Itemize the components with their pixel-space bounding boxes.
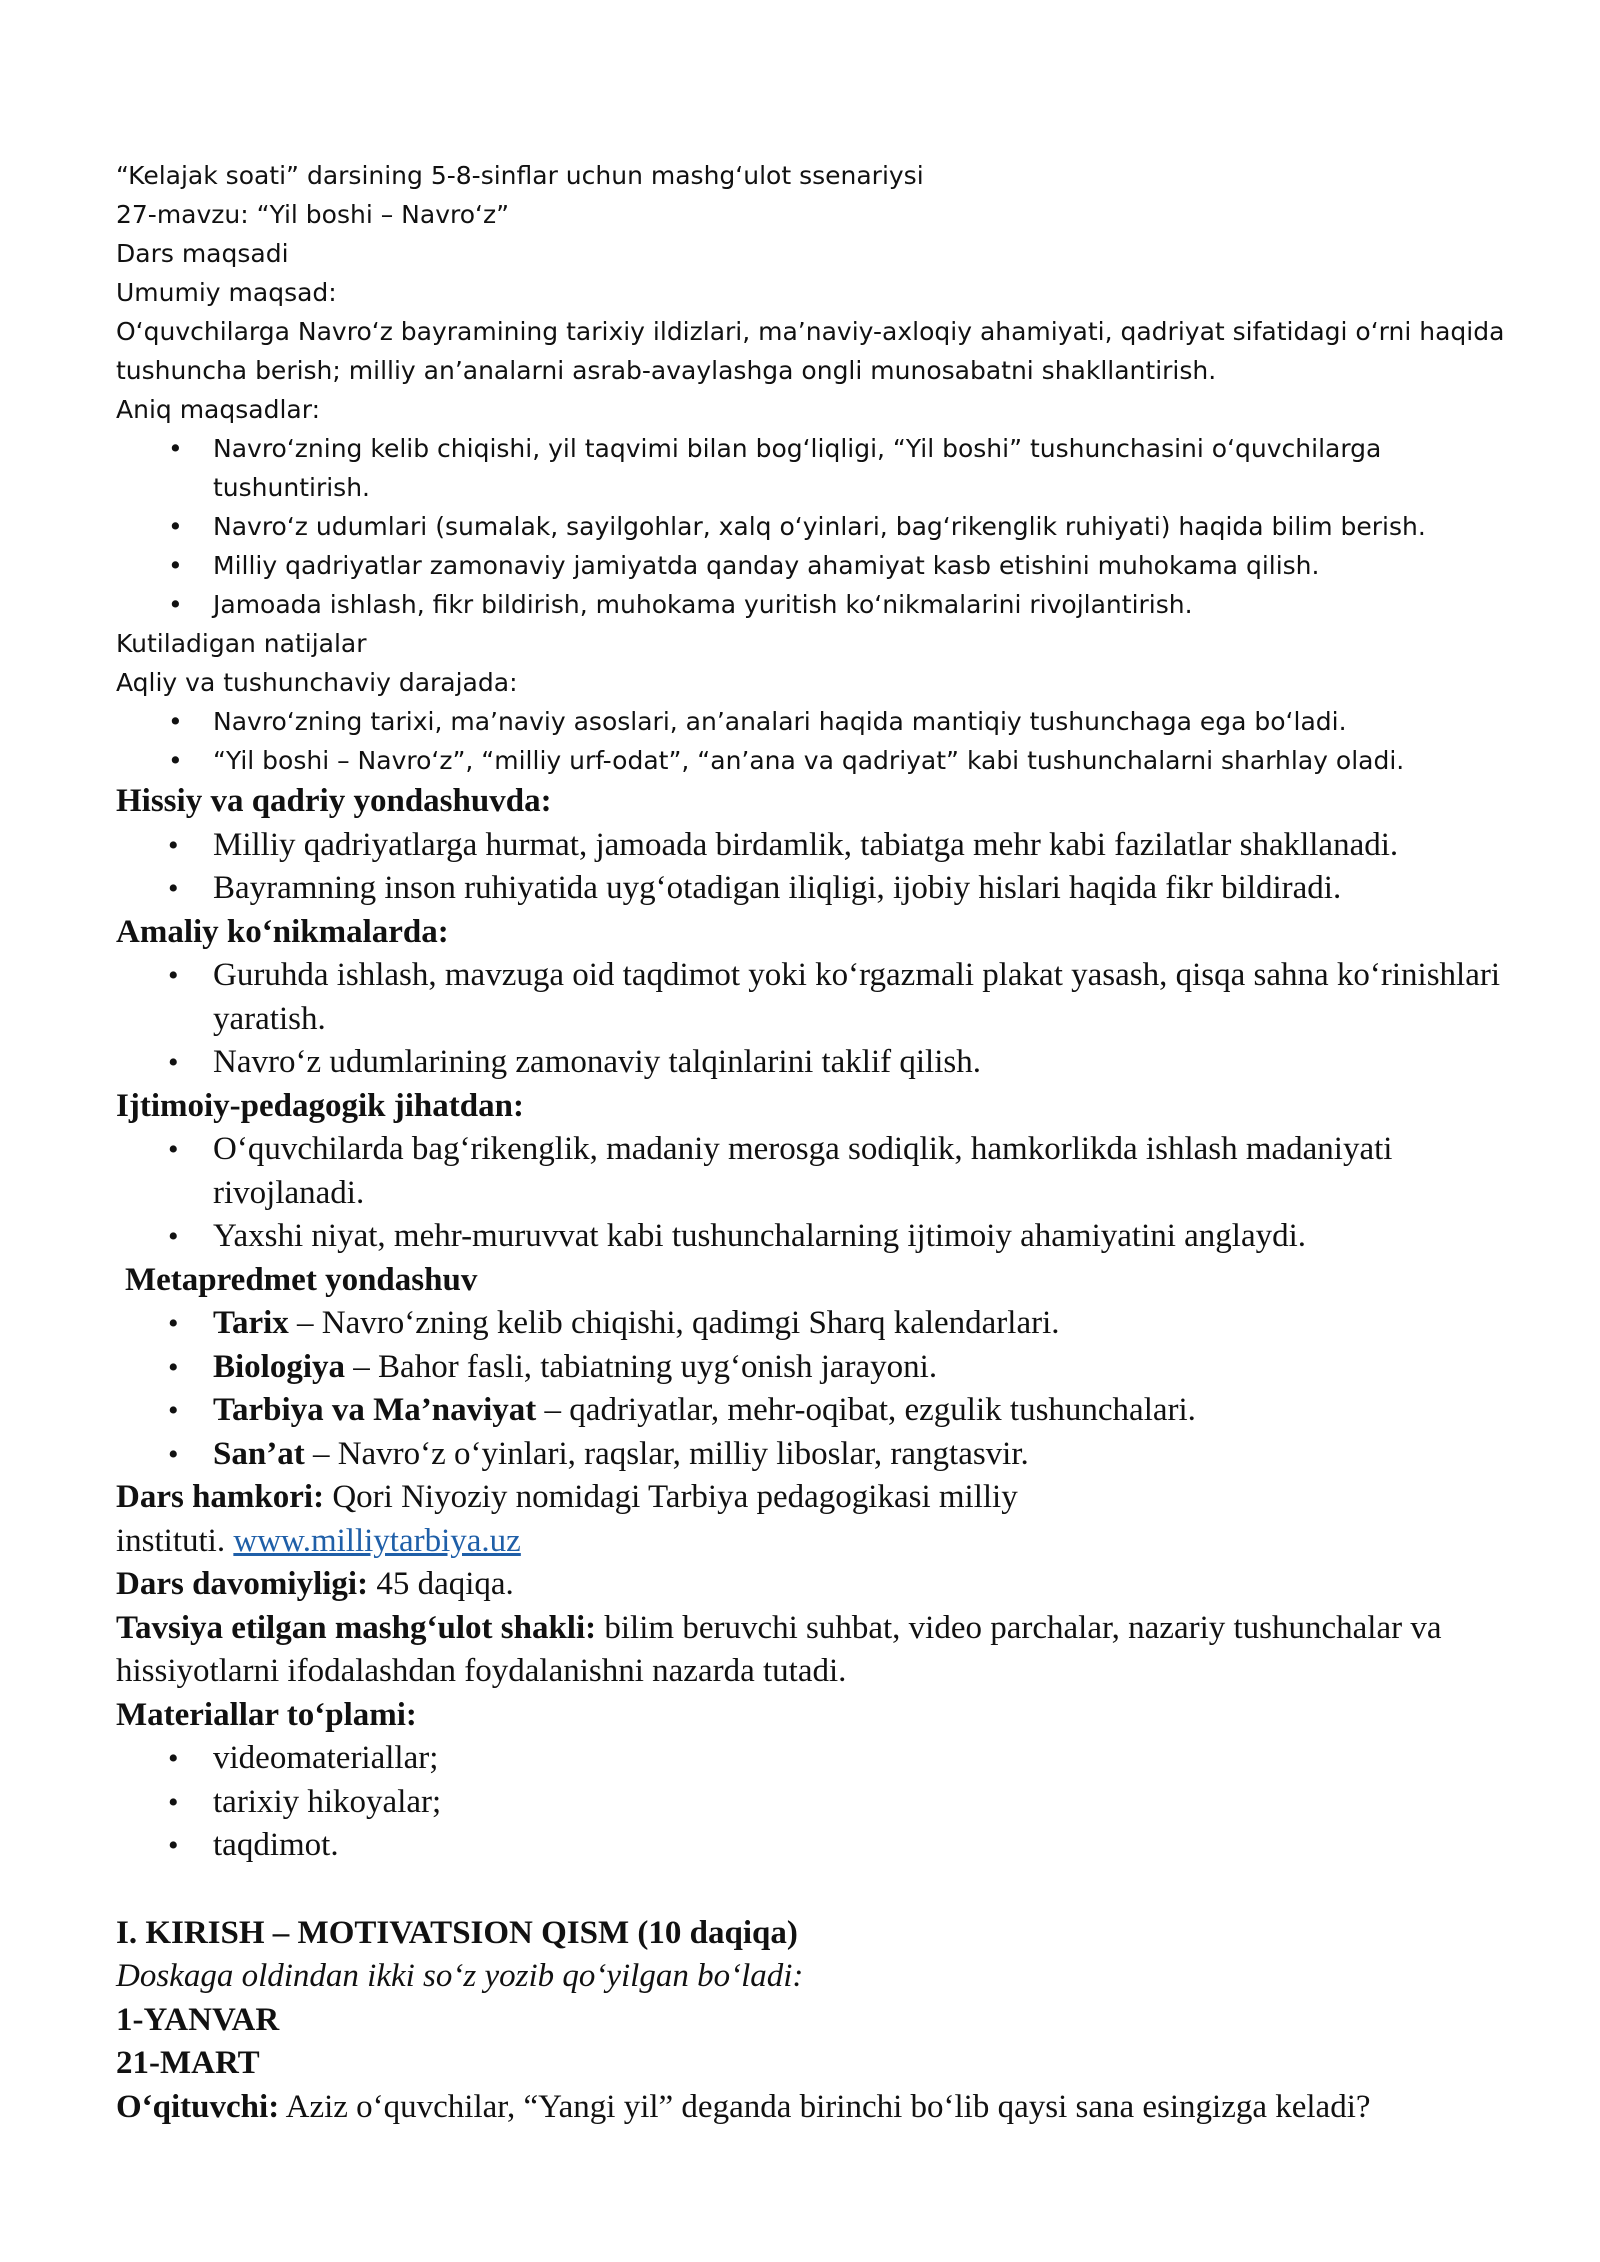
meta-term: Biologiya: [213, 1348, 346, 1385]
serif-section: [116, 780, 1516, 2129]
social-heading: Ijtimoiy-pedagogik jihatdan:: [116, 1087, 524, 1124]
spacer: [116, 1868, 1516, 1912]
list-item: • videomateriallar;: [213, 1737, 1516, 1781]
partner-line-2: [116, 1520, 1516, 1564]
form-line: [116, 1607, 1516, 1694]
form-text: bilim beruvchi suhbat, video parchalar, nazariy tushunchalar va hissiyotlarni ifodalashdan foydalanishni nazarda tutadi.: [116, 1609, 1442, 1689]
intro-heading: I. KIRISH – MOTIVATSION QISM (10 daqiqa): [116, 1914, 798, 1951]
emotional-heading: Hissiy va qadriy yondashuvda:: [116, 783, 552, 819]
meta-term: Tarbiya va Ma’naviyat: [213, 1392, 537, 1428]
list-item: • Navro‘zning tarixi, ma’naviy asoslari, an’analari haqida mantiqiy tushunchaga ega bo‘ladi.: [213, 702, 1516, 741]
board-word-1: 1-YANVAR: [116, 2001, 280, 2038]
partner-line: [116, 1476, 1516, 1520]
materials-heading: Materiallar to‘plami:: [116, 1696, 417, 1733]
social-list: [116, 1128, 1516, 1259]
teacher-text: Aziz o‘quvchilar, “Yangi yil” deganda birinchi bo‘lib qaysi sana esingizga keladi?: [279, 2088, 1371, 2125]
meta-heading: Metapredmet yondashuv: [125, 1261, 478, 1298]
list-item: • Guruhda ishlash, mavzuga oid taqdimot yoki ko‘rgazmali plakat yasash, qisqa sahna ko‘rinishlari yaratish.: [213, 954, 1516, 1041]
meta-term: Tarix: [213, 1305, 289, 1341]
intro-note: Doskaga oldindan ikki so‘z yozib qo‘yilgan bo‘ladi:: [116, 1958, 804, 1994]
specific-goals-list: [116, 429, 1516, 624]
meta-text: – Navro‘zning kelib chiqishi, qadimgi Sharq kalendarlari.: [288, 1305, 1060, 1341]
list-item: • Yaxshi niyat, mehr-muruvvat kabi tushunchalarning ijtimoiy ahamiyatini anglaydi.: [213, 1215, 1516, 1259]
list-item: • O‘quvchilarda bag‘rikenglik, madaniy merosga sodiqlik, hamkorlikda ishlash madaniyati rivojlanadi.: [213, 1128, 1516, 1215]
duration-text: 45 daqiqa.: [368, 1566, 514, 1602]
practical-heading: Amaliy ko‘nikmalarda:: [116, 913, 449, 950]
partner-website-link[interactable]: www.milliytarbiya.uz: [233, 1522, 521, 1559]
duration-label: Dars davomiyligi:: [116, 1566, 369, 1602]
meta-list: [116, 1302, 1516, 1476]
list-item: • Milliy qadriyatlarga hurmat, jamoada birdamlik, tabiatga mehr kabi fazilatlar shakllanadi.: [213, 824, 1516, 868]
cognitive-label: Aqliy va tushunchaviy darajada:: [116, 668, 518, 697]
form-label: Tavsiya etilgan mashg‘ulot shakli:: [116, 1609, 597, 1646]
list-item: [213, 1346, 1516, 1390]
teacher-line: [116, 2086, 1516, 2130]
list-item: [213, 1389, 1516, 1433]
goal-heading: Dars maqsadi: [116, 239, 289, 268]
meta-text: – qadriyatlar, mehr-oqibat, ezgulik tushunchalari.: [536, 1392, 1196, 1428]
general-goal-text: O‘quvchilarga Navro‘z bayramining tarixiy ildizlari, ma’naviy-axloqiy ahamiyati, qadriyat sifatidagi o‘rni haqida tushuncha berish; milliy an’analarni asrab-avaylashga ongli munosabatni shakllantirish.: [116, 317, 1505, 385]
list-item: [213, 1302, 1516, 1346]
partner-text: Qori Niyoziy nomidagi Tarbiya pedagogikasi milliy: [324, 1479, 1018, 1515]
list-item: • taqdimot.: [213, 1824, 1516, 1868]
specific-goals-label: Aniq maqsadlar:: [116, 395, 320, 424]
board-word-2: 21-MART: [116, 2045, 260, 2081]
emotional-list: [116, 824, 1516, 911]
topic-line: 27-mavzu: “Yil boshi – Navro‘z”: [116, 200, 510, 229]
list-item: • Jamoada ishlash, fikr bildirish, muhokama yuritish ko‘nikmalarini rivojlantirish.: [213, 585, 1516, 624]
duration-line: [116, 1563, 1516, 1607]
list-item: • Milliy qadriyatlar zamonaviy jamiyatda qanday ahamiyat kasb etishini muhokama qilish.: [213, 546, 1516, 585]
meta-text: – Navro‘z o‘yinlari, raqslar, milliy liboslar, rangtasvir.: [304, 1435, 1029, 1472]
list-item: • Bayramning inson ruhiyatida uyg‘otadigan iliqligi, ijobiy hislari haqida fikr bildiradi.: [213, 867, 1516, 911]
sans-section: [116, 156, 1516, 780]
practical-list: [116, 954, 1516, 1085]
partner-label: Dars hamkori:: [116, 1479, 325, 1515]
document-page: [116, 156, 1516, 2129]
materials-list: [116, 1737, 1516, 1868]
general-goal-label: Umumiy maqsad:: [116, 278, 337, 307]
list-item: • Navro‘z udumlari (sumalak, sayilgohlar, xalq o‘yinlari, bag‘rikenglik ruhiyati) haqida bilim berish.: [213, 507, 1516, 546]
doc-title: “Kelajak soati” darsining 5-8-sinflar uchun mashg‘ulot ssenariysi: [116, 161, 924, 190]
list-item: • Navro‘z udumlarining zamonaviy talqinlarini taklif qilish.: [213, 1041, 1516, 1085]
list-item: • “Yil boshi – Navro‘z”, “milliy urf-odat”, “an’ana va qadriyat” kabi tushunchalarni sharhlay oladi.: [213, 741, 1516, 780]
expected-results-label: Kutiladigan natijalar: [116, 629, 367, 658]
list-item: • tarixiy hikoyalar;: [213, 1781, 1516, 1825]
meta-text: – Bahor fasli, tabiatning uyg‘onish jarayoni.: [345, 1348, 938, 1385]
list-item: [213, 1433, 1516, 1477]
list-item: • Navro‘zning kelib chiqishi, yil taqvimi bilan bog‘liqligi, “Yil boshi” tushunchasini o‘quvchilarga tushuntirish.: [213, 429, 1516, 507]
meta-term: San’at: [213, 1435, 305, 1472]
partner-text-2: instituti.: [116, 1522, 234, 1559]
cognitive-list: [116, 702, 1516, 780]
teacher-label: O‘qituvchi:: [116, 2088, 280, 2125]
